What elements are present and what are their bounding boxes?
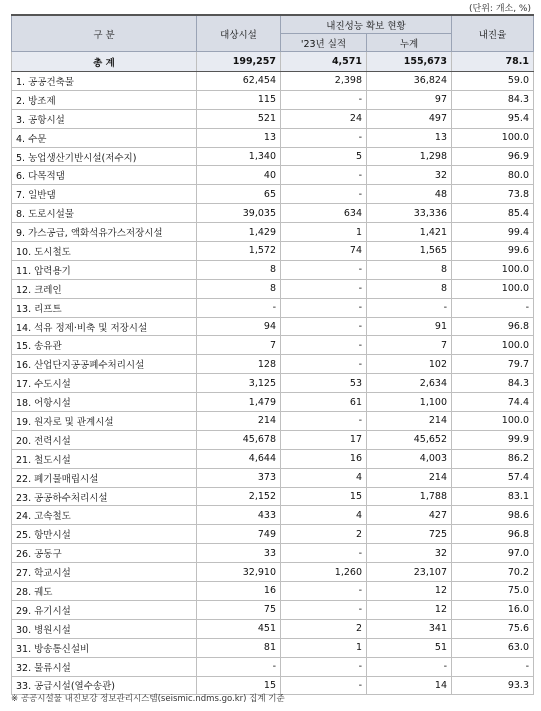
cell-cumulative: 97 xyxy=(367,90,452,109)
cell-target: 1,479 xyxy=(197,393,281,412)
cell-2023: 61 xyxy=(281,393,367,412)
cell-cumulative: 14 xyxy=(367,676,452,695)
header-category: 구 분 xyxy=(12,15,197,52)
total-label: 총 계 xyxy=(12,52,197,72)
cell-rate: 63.0 xyxy=(452,638,534,657)
seismic-status-table xyxy=(11,14,534,695)
cell-rate: 97.0 xyxy=(452,544,534,563)
header-cumulative: 누계 xyxy=(367,34,452,52)
cell-rate: 70.2 xyxy=(452,563,534,582)
cell-cumulative: 32 xyxy=(367,544,452,563)
cell-name: 7. 일반댐 xyxy=(12,185,197,204)
table-row xyxy=(12,506,534,525)
cell-rate: 93.3 xyxy=(452,676,534,695)
cell-rate: 80.0 xyxy=(452,166,534,185)
cell-rate: 75.0 xyxy=(452,582,534,601)
cell-rate: 79.7 xyxy=(452,355,534,374)
table-row xyxy=(12,544,534,563)
cell-target: 2,152 xyxy=(197,487,281,506)
header-rate: 내진율 xyxy=(452,15,534,52)
cell-target: 62,454 xyxy=(197,72,281,91)
cell-target: 75 xyxy=(197,600,281,619)
cell-2023: 1 xyxy=(281,223,367,242)
cell-target: 373 xyxy=(197,468,281,487)
cell-2023: 1,260 xyxy=(281,563,367,582)
cell-name: 29. 유기시설 xyxy=(12,600,197,619)
cell-2023: - xyxy=(281,260,367,279)
cell-name: 24. 고속철도 xyxy=(12,506,197,525)
cell-target: 81 xyxy=(197,638,281,657)
cell-target: 749 xyxy=(197,525,281,544)
cell-target: 65 xyxy=(197,185,281,204)
cell-rate: 100.0 xyxy=(452,279,534,298)
cell-name: 5. 농업생산기반시설(저수지) xyxy=(12,147,197,166)
cell-cumulative: - xyxy=(367,298,452,317)
cell-2023: - xyxy=(281,336,367,355)
cell-name: 16. 산업단지공공폐수처리시설 xyxy=(12,355,197,374)
cell-rate: 57.4 xyxy=(452,468,534,487)
cell-2023: 53 xyxy=(281,374,367,393)
cell-2023: - xyxy=(281,166,367,185)
cell-name: 19. 원자로 및 관계시설 xyxy=(12,412,197,431)
table-row xyxy=(12,204,534,223)
cell-name: 15. 송유관 xyxy=(12,336,197,355)
cell-target: 13 xyxy=(197,128,281,147)
table-row xyxy=(12,260,534,279)
cell-target: 45,678 xyxy=(197,430,281,449)
cell-cumulative: 1,298 xyxy=(367,147,452,166)
cell-name: 32. 물류시설 xyxy=(12,657,197,676)
cell-name: 22. 폐기물매립시설 xyxy=(12,468,197,487)
table-row xyxy=(12,90,534,109)
cell-2023: 2 xyxy=(281,525,367,544)
table-row xyxy=(12,72,534,91)
cell-2023: 74 xyxy=(281,242,367,261)
table-row xyxy=(12,563,534,582)
cell-rate: - xyxy=(452,657,534,676)
cell-target: 521 xyxy=(197,109,281,128)
cell-name: 11. 압력용기 xyxy=(12,260,197,279)
cell-cumulative: 48 xyxy=(367,185,452,204)
cell-2023: - xyxy=(281,355,367,374)
cell-cumulative: 23,107 xyxy=(367,563,452,582)
cell-rate: 100.0 xyxy=(452,412,534,431)
cell-cumulative: 12 xyxy=(367,582,452,601)
cell-cumulative: 51 xyxy=(367,638,452,657)
footnote: ※ 공공시설물 내진보강 정보관리시스템(seismic.ndms.go.kr) 집계 기준 xyxy=(11,694,285,704)
cell-name: 4. 수문 xyxy=(12,128,197,147)
cell-2023: 15 xyxy=(281,487,367,506)
total-row xyxy=(12,52,534,72)
cell-2023: - xyxy=(281,582,367,601)
table-row xyxy=(12,279,534,298)
table-row xyxy=(12,374,534,393)
cell-name: 8. 도로시설물 xyxy=(12,204,197,223)
table-row xyxy=(12,449,534,468)
cell-target: 1,572 xyxy=(197,242,281,261)
cell-2023: 634 xyxy=(281,204,367,223)
cell-2023: 17 xyxy=(281,430,367,449)
cell-target: 39,035 xyxy=(197,204,281,223)
cell-cumulative: 2,634 xyxy=(367,374,452,393)
table-row xyxy=(12,657,534,676)
cell-rate: 86.2 xyxy=(452,449,534,468)
cell-2023: - xyxy=(281,128,367,147)
cell-target: 94 xyxy=(197,317,281,336)
cell-target: 3,125 xyxy=(197,374,281,393)
cell-target: 1,429 xyxy=(197,223,281,242)
cell-rate: 100.0 xyxy=(452,336,534,355)
table-row xyxy=(12,128,534,147)
cell-target: 1,340 xyxy=(197,147,281,166)
cell-cumulative: 102 xyxy=(367,355,452,374)
cell-rate: 96.9 xyxy=(452,147,534,166)
cell-name: 28. 궤도 xyxy=(12,582,197,601)
cell-2023: 24 xyxy=(281,109,367,128)
cell-rate: 96.8 xyxy=(452,525,534,544)
cell-cumulative: 214 xyxy=(367,412,452,431)
cell-cumulative: 497 xyxy=(367,109,452,128)
cell-name: 2. 방조제 xyxy=(12,90,197,109)
cell-target: 40 xyxy=(197,166,281,185)
total-rate: 78.1 xyxy=(452,52,534,72)
cell-2023: - xyxy=(281,412,367,431)
table-row xyxy=(12,430,534,449)
cell-rate: 73.8 xyxy=(452,185,534,204)
cell-name: 13. 리프트 xyxy=(12,298,197,317)
cell-name: 6. 다목적댐 xyxy=(12,166,197,185)
cell-rate: 100.0 xyxy=(452,260,534,279)
cell-target: 128 xyxy=(197,355,281,374)
cell-target: 16 xyxy=(197,582,281,601)
cell-rate: 84.3 xyxy=(452,90,534,109)
cell-2023: - xyxy=(281,600,367,619)
table-row xyxy=(12,468,534,487)
cell-name: 33. 공급시설(열수송관) xyxy=(12,676,197,695)
cell-2023: - xyxy=(281,279,367,298)
table-row xyxy=(12,638,534,657)
cell-2023: - xyxy=(281,544,367,563)
cell-target: 8 xyxy=(197,260,281,279)
cell-target: 451 xyxy=(197,619,281,638)
cell-rate: 85.4 xyxy=(452,204,534,223)
cell-name: 14. 석유 정제·비축 및 저장시설 xyxy=(12,317,197,336)
table-row xyxy=(12,185,534,204)
table-row xyxy=(12,166,534,185)
cell-2023: 4 xyxy=(281,506,367,525)
table-row xyxy=(12,487,534,506)
cell-target: 4,644 xyxy=(197,449,281,468)
cell-2023: - xyxy=(281,657,367,676)
total-cumulative: 155,673 xyxy=(367,52,452,72)
cell-cumulative: 13 xyxy=(367,128,452,147)
table-row xyxy=(12,355,534,374)
cell-cumulative: 1,100 xyxy=(367,393,452,412)
cell-rate: 16.0 xyxy=(452,600,534,619)
cell-cumulative: 7 xyxy=(367,336,452,355)
cell-rate: 83.1 xyxy=(452,487,534,506)
cell-name: 21. 철도시설 xyxy=(12,449,197,468)
cell-cumulative: 45,652 xyxy=(367,430,452,449)
cell-target: - xyxy=(197,657,281,676)
cell-name: 27. 학교시설 xyxy=(12,563,197,582)
cell-name: 31. 방송통신설비 xyxy=(12,638,197,657)
cell-name: 12. 크레인 xyxy=(12,279,197,298)
cell-2023: - xyxy=(281,317,367,336)
cell-rate: 96.8 xyxy=(452,317,534,336)
cell-2023: 2 xyxy=(281,619,367,638)
cell-target: 115 xyxy=(197,90,281,109)
total-2023: 4,571 xyxy=(281,52,367,72)
cell-target: 8 xyxy=(197,279,281,298)
cell-name: 20. 전력시설 xyxy=(12,430,197,449)
table-row xyxy=(12,147,534,166)
cell-cumulative: 36,824 xyxy=(367,72,452,91)
table-row xyxy=(12,223,534,242)
table-row xyxy=(12,109,534,128)
table-row xyxy=(12,600,534,619)
cell-2023: 2,398 xyxy=(281,72,367,91)
cell-name: 9. 가스공급, 액화석유가스저장시설 xyxy=(12,223,197,242)
cell-rate: 59.0 xyxy=(452,72,534,91)
cell-name: 3. 공항시설 xyxy=(12,109,197,128)
table-row xyxy=(12,317,534,336)
cell-rate: 100.0 xyxy=(452,128,534,147)
cell-cumulative: 32 xyxy=(367,166,452,185)
unit-note: (단위: 개소, %) xyxy=(469,4,531,14)
total-target: 199,257 xyxy=(197,52,281,72)
cell-target: - xyxy=(197,298,281,317)
table-row xyxy=(12,336,534,355)
table-row xyxy=(12,393,534,412)
cell-cumulative: 1,788 xyxy=(367,487,452,506)
cell-name: 1. 공공건축물 xyxy=(12,72,197,91)
cell-cumulative: 91 xyxy=(367,317,452,336)
cell-cumulative: 12 xyxy=(367,600,452,619)
cell-rate: 98.6 xyxy=(452,506,534,525)
cell-cumulative: 1,565 xyxy=(367,242,452,261)
cell-cumulative: 427 xyxy=(367,506,452,525)
cell-2023: - xyxy=(281,676,367,695)
header-target: 대상시설 xyxy=(197,15,281,52)
cell-2023: 16 xyxy=(281,449,367,468)
cell-name: 18. 어항시설 xyxy=(12,393,197,412)
cell-2023: - xyxy=(281,298,367,317)
cell-target: 33 xyxy=(197,544,281,563)
cell-rate: 99.6 xyxy=(452,242,534,261)
cell-cumulative: 214 xyxy=(367,468,452,487)
table-row xyxy=(12,298,534,317)
cell-name: 26. 공동구 xyxy=(12,544,197,563)
cell-rate: 74.4 xyxy=(452,393,534,412)
cell-name: 10. 도시철도 xyxy=(12,242,197,261)
cell-rate: 75.6 xyxy=(452,619,534,638)
cell-2023: - xyxy=(281,185,367,204)
cell-cumulative: 725 xyxy=(367,525,452,544)
cell-cumulative: 33,336 xyxy=(367,204,452,223)
cell-cumulative: 341 xyxy=(367,619,452,638)
cell-name: 17. 수도시설 xyxy=(12,374,197,393)
cell-rate: - xyxy=(452,298,534,317)
table-row xyxy=(12,412,534,431)
cell-target: 433 xyxy=(197,506,281,525)
cell-cumulative: 4,003 xyxy=(367,449,452,468)
header-2023: '23년 실적 xyxy=(281,34,367,52)
cell-target: 214 xyxy=(197,412,281,431)
cell-rate: 99.4 xyxy=(452,223,534,242)
cell-target: 15 xyxy=(197,676,281,695)
cell-cumulative: - xyxy=(367,657,452,676)
table-row xyxy=(12,619,534,638)
cell-cumulative: 8 xyxy=(367,279,452,298)
cell-2023: 4 xyxy=(281,468,367,487)
cell-name: 23. 공공하수처리시설 xyxy=(12,487,197,506)
cell-rate: 99.9 xyxy=(452,430,534,449)
cell-name: 30. 병원시설 xyxy=(12,619,197,638)
cell-2023: - xyxy=(281,90,367,109)
table-row xyxy=(12,525,534,544)
cell-rate: 95.4 xyxy=(452,109,534,128)
table-row xyxy=(12,242,534,261)
cell-target: 7 xyxy=(197,336,281,355)
cell-name: 25. 항만시설 xyxy=(12,525,197,544)
cell-cumulative: 1,421 xyxy=(367,223,452,242)
cell-2023: 1 xyxy=(281,638,367,657)
cell-2023: 5 xyxy=(281,147,367,166)
table-row xyxy=(12,582,534,601)
cell-target: 32,910 xyxy=(197,563,281,582)
header-status: 내진성능 확보 현황 xyxy=(281,15,452,34)
cell-rate: 84.3 xyxy=(452,374,534,393)
cell-cumulative: 8 xyxy=(367,260,452,279)
